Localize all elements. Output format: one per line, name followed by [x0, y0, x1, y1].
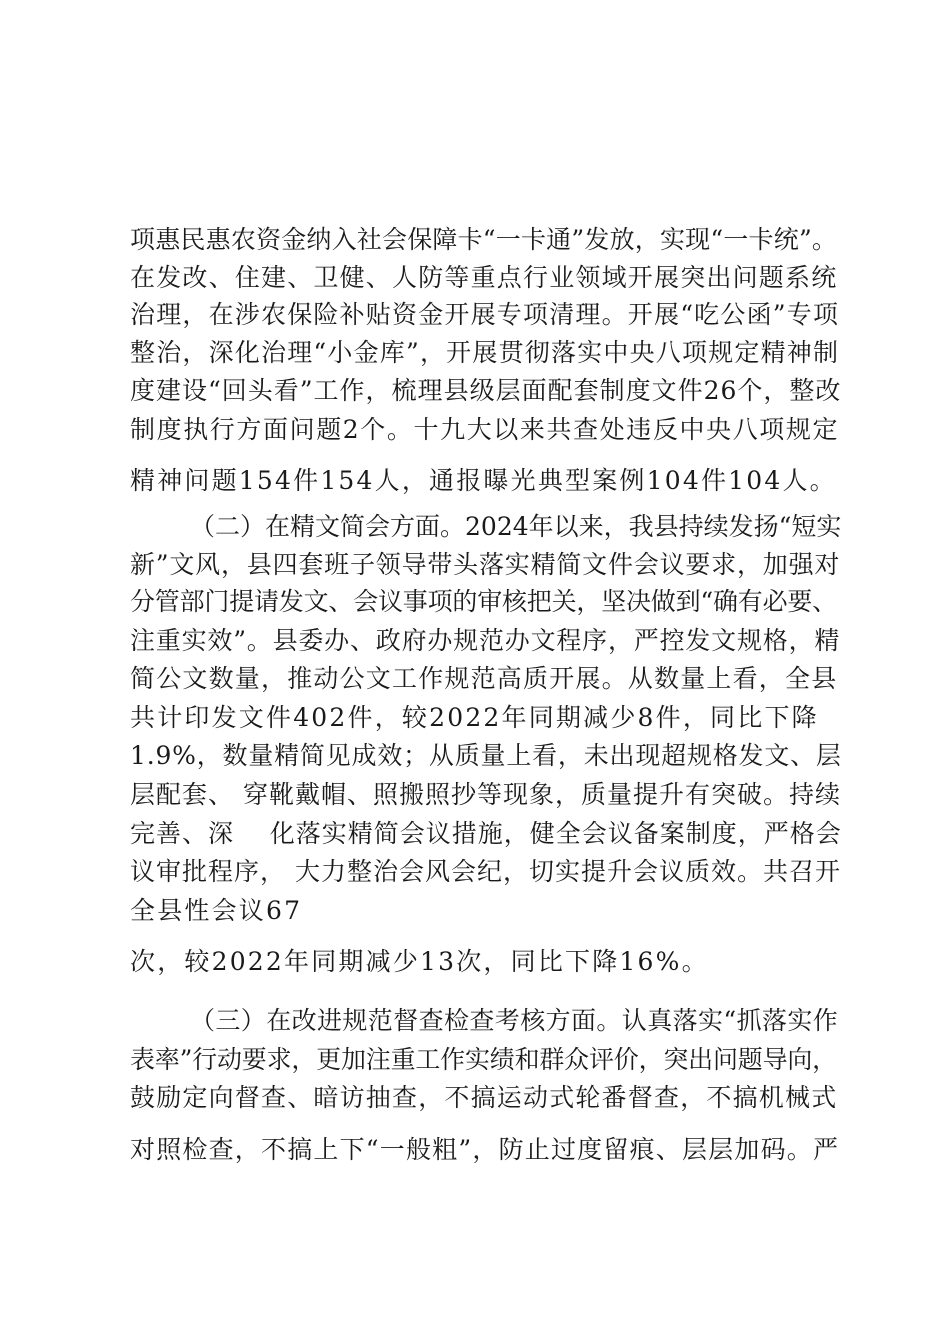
body-line: 表率”行动要求，更加注重工作实绩和群众评价，突出问题导向，: [130, 1045, 837, 1074]
body-line: 项惠民惠农资金纳入社会保障卡“一卡通”发放，实现“一卡统”。: [130, 225, 838, 254]
body-line: 精神问题154件154人，通报曝光典型案例104件104人。: [130, 466, 837, 495]
body-line: 分管部门提请发文、会议事项的审核把关，坚决做到“确有必要、: [130, 587, 837, 616]
body-line: 鼓励定向督查、暗访抽查，不搞运动式轮番督查，不搞机械式: [130, 1083, 838, 1112]
paragraph-heading-line: （三）在改进规范督查检查考核方面。认真落实“抓落实作: [190, 1006, 839, 1035]
body-line: 全县性会议67: [130, 896, 303, 925]
body-line: 制度执行方面问题2个。十九大以来共查处违反中央八项规定: [130, 415, 840, 444]
body-line: 议审批程序， 大力整治会风会纪，切实提升会议质效。共召开: [130, 857, 841, 886]
body-line: 新”文风，县四套班子领导带头落实精简文件会议要求，加强对: [130, 550, 841, 579]
body-line: 对照检查，不搞上下“一般粗”，防止过度留痕、层层加码。严: [130, 1135, 840, 1164]
body-line: 共计印发文件402件，较2022年同期减少8件，同比下降: [130, 703, 819, 732]
body-line: 完善、深 化落实精简会议措施，健全会议备案制度，严格会: [130, 819, 842, 848]
body-line: 治理，在涉农保险补贴资金开展专项清理。开展“吃公函”专项: [130, 300, 840, 329]
body-line: 次，较2022年同期减少13次，同比下降16%。: [130, 947, 709, 976]
body-line: 简公文数量，推动公文工作规范高质开展。从数量上看，全县: [130, 664, 838, 693]
body-line: 整治，深化治理“小金库”，开展贯彻落实中央八项规定精神制: [130, 338, 840, 367]
body-line: 度建设“回头看”工作，梳理县级层面配套制度文件26个，整改: [130, 376, 842, 405]
paragraph-heading-line: （二）在精文简会方面。2024年以来，我县持续发扬“短实: [190, 512, 842, 541]
body-line: 1.9%，数量精简见成效；从质量上看，未出现超规格发文、层: [130, 741, 842, 770]
body-line: 注重实效”。县委办、政府办规范办文程序，严控发文规格，精: [130, 626, 841, 655]
body-line: 层配套、 穿靴戴帽、照搬照抄等现象，质量提升有突破。持续: [130, 780, 841, 809]
body-line: 在发改、住建、卫健、人防等重点行业领域开展突出问题系统: [130, 263, 838, 292]
